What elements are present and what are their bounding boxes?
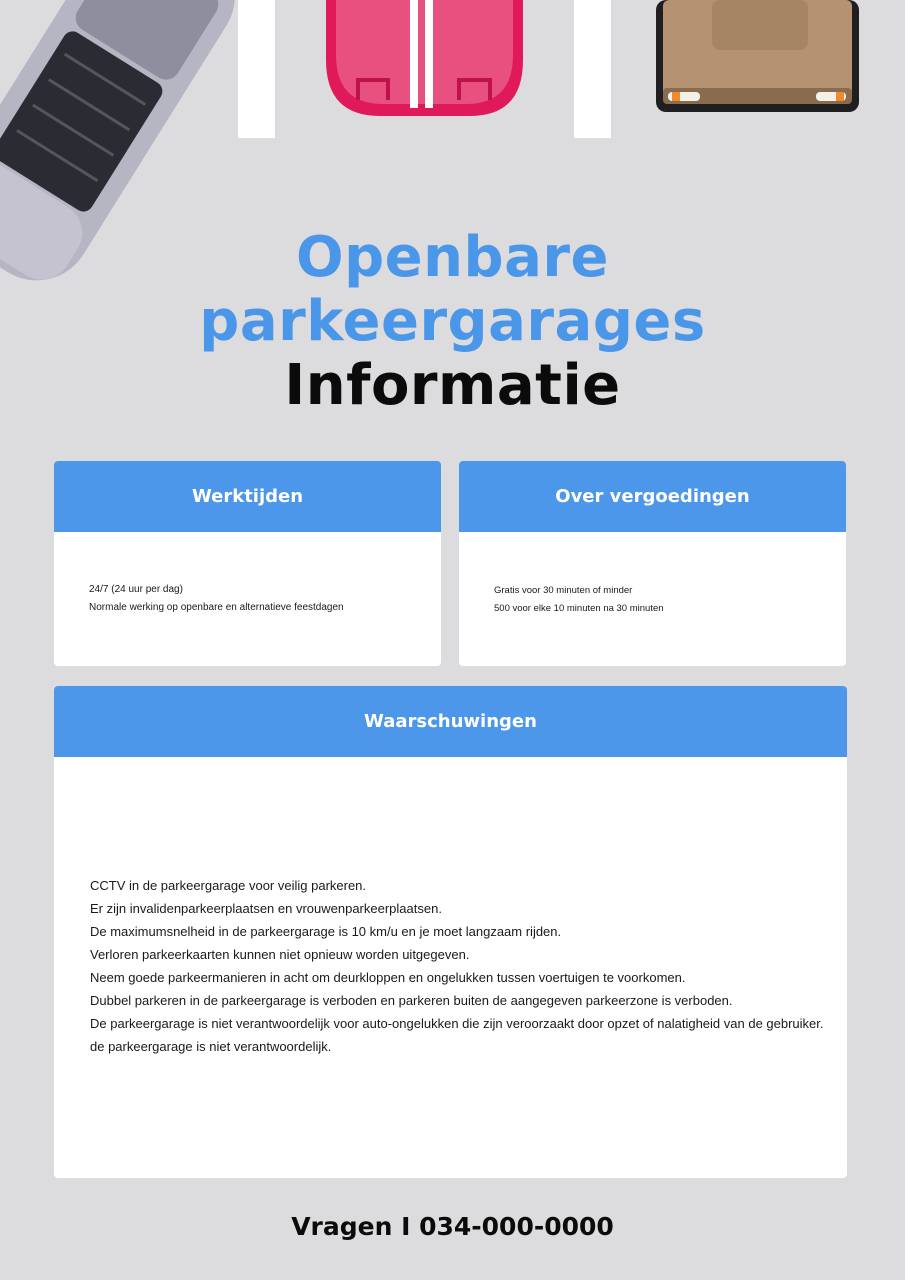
vergoedingen-line: Gratis voor 30 minuten of minder xyxy=(494,585,633,596)
vergoedingen-card xyxy=(459,461,846,666)
werktijden-line: Normale werking op openbare en alternatieve feestdagen xyxy=(89,602,344,613)
werktijden-card xyxy=(54,461,441,666)
brown-car-icon xyxy=(656,0,859,112)
red-car-icon xyxy=(326,0,523,116)
warning-line: De parkeergarage is niet verantwoordelijk voor auto-ongelukken die zijn veroorzaakt door opzet of nalatigheid van de gebruiker. xyxy=(90,1016,824,1031)
contact-footer: Vragen I 034-000-0000 xyxy=(291,1212,614,1241)
warning-line: Neem goede parkeermanieren in acht om deurkloppen en ongelukken tussen voertuigen te voorkomen. xyxy=(90,970,686,985)
warning-line: Er zijn invalidenparkeerplaatsen en vrouwenparkeerplaatsen. xyxy=(90,901,442,916)
warning-line: De maximumsnelheid in de parkeergarage is 10 km/u en je moet langzaam rijden. xyxy=(90,924,562,939)
parking-line xyxy=(238,0,275,138)
page-title xyxy=(0,226,905,418)
vergoedingen-body xyxy=(459,532,846,618)
waarschuwingen-heading: Waarschuwingen xyxy=(54,686,847,757)
parking-line xyxy=(574,0,611,138)
waarschuwingen-body xyxy=(54,757,847,1058)
werktijden-heading: Werktijden xyxy=(54,461,441,532)
warning-line: de parkeergarage is niet verantwoordelijk. xyxy=(90,1039,332,1054)
warning-line: Dubbel parkeren in de parkeergarage is verboden en parkeren buiten de aangegeven parkeerzone is verboden. xyxy=(90,993,733,1008)
warning-line: CCTV in de parkeergarage voor veilig parkeren. xyxy=(90,878,367,893)
waarschuwingen-card xyxy=(54,686,847,1178)
title-line-2: parkeergarages xyxy=(199,289,706,354)
title-line-1: Openbare xyxy=(295,225,609,290)
vergoedingen-heading: Over vergoedingen xyxy=(459,461,846,532)
title-line-3: Informatie xyxy=(284,353,621,418)
werktijden-body xyxy=(54,532,441,617)
vergoedingen-line: 500 voor elke 10 minuten na 30 minuten xyxy=(494,603,664,614)
warning-line: Verloren parkeerkaarten kunnen niet opnieuw worden uitgegeven. xyxy=(90,947,470,962)
werktijden-line: 24/7 (24 uur per dag) xyxy=(89,584,183,595)
